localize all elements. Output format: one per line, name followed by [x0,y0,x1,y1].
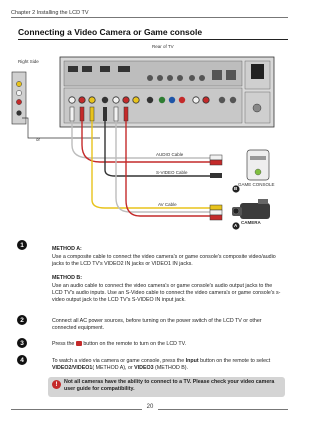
cables [72,121,210,216]
step-1-number: 1 [17,240,27,250]
or-label: or [36,137,41,142]
step-4-part-2: button on the remote to select [198,358,271,364]
step-4-part-1: To watch a video via camera or game console, press the [52,358,186,364]
step-4-part-4: (METHOD B). [153,364,189,371]
step-3-number: 3 [17,338,27,348]
svideo-cable-label: S-VIDEO Cable [156,170,188,175]
chapter-header: Chapter 2 Installing the LCD TV [11,10,89,16]
step-4-number: 4 [17,355,27,365]
step-4-svideo-word: VIDEO3 [134,364,154,371]
power-icon [76,341,82,346]
warning-icon: ! [52,380,61,389]
marker-b: B [234,186,238,191]
method-a-title: METHOD A: [52,246,82,252]
step-4-text [52,358,282,372]
audio-cable-label: AUDIO Cable [156,152,184,157]
step-4-part-3: ( METHOD A), or [92,364,135,371]
step-4-select-word: VIDEO2/VIDEO1 [52,364,93,371]
method-b-title: METHOD B: [52,275,83,281]
step-3-text [52,341,282,348]
step-3-text-before: Press the [52,341,75,347]
step-3-text-after: button on the remote to turn on the LCD TV. [83,341,187,347]
step-2-text: Connect all AC power sources, before turning on the power switch of the LCD TV or other connected equipment. [52,318,262,331]
game-console [247,150,269,180]
method-b-text: Use an audio cable to connect the video camera's or game console's audio output jacks to the LCD TV's audio inputs. Use an S-Video cable to connect the video camera's or game console's s-video output jack to the LCD TV's S-VIDEO IN input jack. [52,283,281,303]
note-text: Not all cameras have the ability to connect to a TV. Please check your video camera user guide for compatibility. [64,379,275,392]
step-4-input-word: Input [185,358,199,364]
rear-of-tv-label: Rear of TV [152,44,174,49]
step-2-number: 2 [17,315,27,325]
right-side-label: Right Side [18,59,39,64]
tv-right-side-panel [12,72,26,124]
game-console-label: GAME CONSOLE [238,182,275,187]
section-title: Connecting a Video Camera or Game console [18,27,203,37]
method-a-text: Use a composite cable to connect the video camera's or game console's composite video/audio jacks to the LCD TV's VIDEO2 IN jacks or VIDEO1 IN jacks. [52,254,276,267]
page-number: 20 [142,404,158,410]
video-camera [232,199,270,219]
camera-label: CAMERA [241,220,261,225]
av-cable-label: AV Cable [158,202,177,207]
marker-a: A [234,223,238,228]
